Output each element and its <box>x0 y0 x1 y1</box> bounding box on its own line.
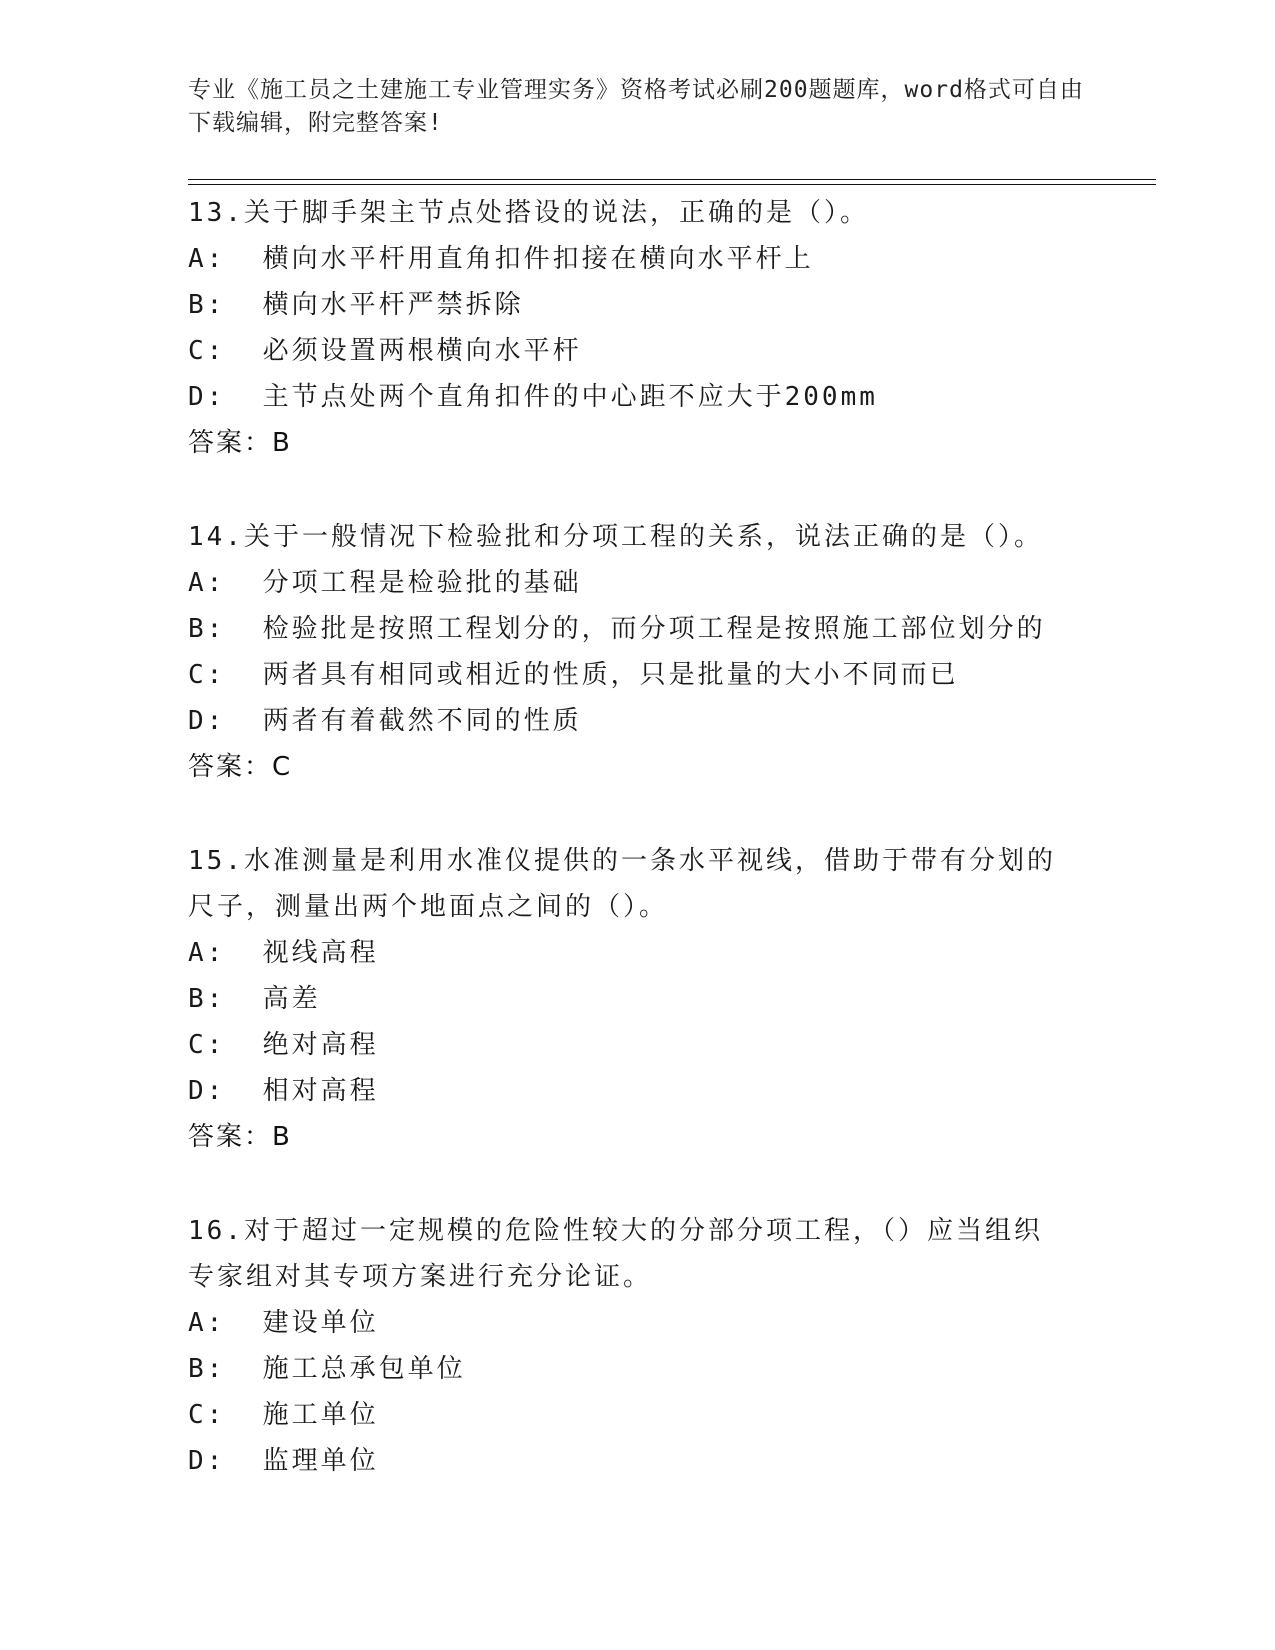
option-d: D: 两者有着截然不同的性质 <box>188 706 582 736</box>
option-d: D: 监理单位 <box>188 1446 379 1476</box>
option-c: C: 施工单位 <box>188 1400 379 1430</box>
option-a: A: 视线高程 <box>188 938 379 968</box>
header-divider-bottom <box>188 184 1156 185</box>
option-d: D: 相对高程 <box>188 1076 379 1106</box>
option-d: D: 主节点处两个直角扣件的中心距不应大于200mm <box>188 382 878 412</box>
answer-text: 答案：C <box>188 752 293 782</box>
option-a: A: 建设单位 <box>188 1308 379 1338</box>
option-b: B: 横向水平杆严禁拆除 <box>188 290 524 320</box>
option-a: A: 横向水平杆用直角扣件扣接在横向水平杆上 <box>188 244 814 274</box>
answer-text: 答案：B <box>188 1122 292 1152</box>
option-b: B: 检验批是按照工程划分的，而分项工程是按照施工部位划分的 <box>188 614 1046 644</box>
question-stem: 16.对于超过一定规模的危险性较大的分部分项工程，（）应当组织专家组对其专项方案进行充分论证。 <box>188 1216 1043 1292</box>
question-stem: 15.水准测量是利用水准仪提供的一条水平视线，借助于带有分划的尺子，测量出两个地面点之间的（）。 <box>188 846 1056 922</box>
document-header-title: 专业《施工员之土建施工专业管理实务》资格考试必刷200题题库，word格式可自由下载编辑，附完整答案! <box>188 77 1084 136</box>
option-a: A: 分项工程是检验批的基础 <box>188 568 582 598</box>
question-stem: 14.关于一般情况下检验批和分项工程的关系，说法正确的是（）。 <box>188 522 1043 552</box>
option-c: C: 两者具有相同或相近的性质，只是批量的大小不同而已 <box>188 660 959 690</box>
option-b: B: 高差 <box>188 984 321 1014</box>
question-15 <box>188 838 1088 1160</box>
header-divider-top <box>188 179 1156 180</box>
question-13 <box>188 190 1088 466</box>
option-b: B: 施工总承包单位 <box>188 1354 466 1384</box>
question-14 <box>188 514 1088 790</box>
option-c: C: 必须设置两根横向水平杆 <box>188 336 582 366</box>
question-stem: 13.关于脚手架主节点处搭设的说法，正确的是（）。 <box>188 198 869 228</box>
question-list <box>188 190 1088 1532</box>
question-16 <box>188 1208 1088 1484</box>
option-c: C: 绝对高程 <box>188 1030 379 1060</box>
answer-text: 答案：B <box>188 428 292 458</box>
